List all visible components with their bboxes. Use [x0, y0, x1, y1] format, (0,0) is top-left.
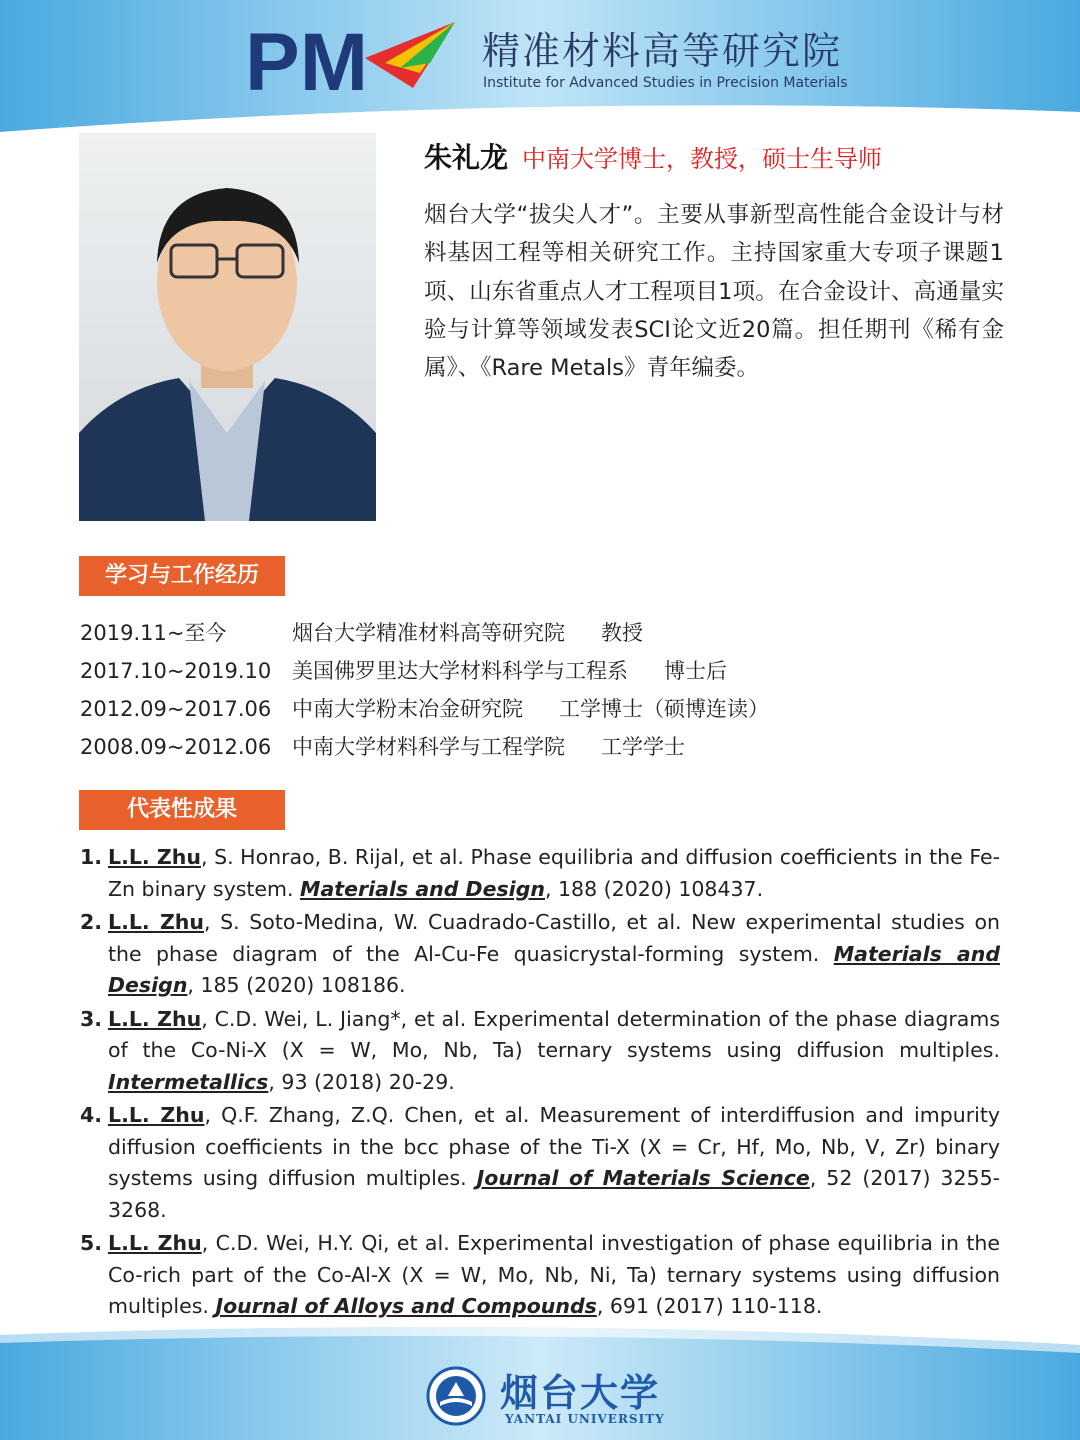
- publication-citation: , 691 (2017) 110-118.: [596, 1294, 823, 1318]
- publication-journal: Materials and Design: [108, 941, 1000, 997]
- university-emblem-icon: [426, 1366, 486, 1426]
- publication-text: , C.D. Wei, L. Jiang*, et al. Experimental determination of the phase diagrams of the Co-Ni-X (X = W, Mo, Nb, Ta) ternary systems using diffusion multiples.: [108, 1006, 1000, 1062]
- publication-author: L.L. Zhu: [108, 910, 204, 934]
- publication-number: 4.: [80, 1103, 103, 1127]
- education-org: 烟台大学精准材料高等研究院: [292, 621, 565, 645]
- publication-journal: Journal of Alloys and Compounds: [215, 1294, 597, 1318]
- publication-citation: , 93 (2018) 20-29.: [268, 1069, 455, 1094]
- institute-name-cn: 精准材料高等研究院: [482, 29, 843, 73]
- publication-item: [80, 842, 1000, 905]
- pm-logo: [245, 18, 460, 98]
- name-line: [424, 136, 882, 176]
- institute-name-en: Institute for Advanced Studies in Precision Materials: [483, 75, 848, 91]
- education-row: [80, 728, 685, 766]
- publication-author: L.L. Zhu: [108, 1231, 202, 1255]
- publication-item: [80, 1228, 1000, 1323]
- publication-number: 2.: [80, 910, 103, 934]
- education-date: 2008.09~2012.06: [80, 735, 272, 759]
- publication-text: , Q.F. Zhang, Z.Q. Chen, et al. Measurement of interdiffusion and impurity diffusion coefficients in the bcc phase of the Ti-X (X = Cr, Hf, Mo, Nb, V, Zr) binary systems using diffusion multiples.: [108, 1103, 1001, 1190]
- bio-text: 烟台大学“拔尖人才”。主要从事新型高性能合金设计与材料基因工程等相关研究工作。主持国家重大专项子课题1项、山东省重点人才工程项目1项。在合金设计、高通量实验与计算等领域发表SCI论文近20篇。担任期刊《稀有金属》、《Rare Metals》青年编委。: [424, 202, 1004, 382]
- education-row: [80, 652, 727, 690]
- publication-text: , S. Honrao, B. Rijal, et al. Phase equilibria and diffusion coefficients in the Fe-Zn binary system.: [108, 845, 1001, 901]
- education-row: [80, 690, 769, 728]
- portrait-photo: [79, 133, 376, 521]
- education-date: 2019.11~至今: [80, 621, 227, 645]
- publication-journal: Journal of Materials Science: [476, 1166, 810, 1190]
- education-org: 美国佛罗里达大学材料科学与工程系: [292, 659, 628, 683]
- education-role: 工学学士: [601, 735, 685, 759]
- publication-text: , C.D. Wei, H.Y. Qi, et al. Experimental investigation of phase equilibria in the Co-rich part of the Co-Al-X (X = W, Mo, Nb, Ni, Ta) ternary systems using diffusion multiples.: [108, 1231, 1001, 1318]
- publication-journal: Intermetallics: [108, 1069, 269, 1094]
- publication-citation: , 185 (2020) 108186.: [187, 973, 406, 997]
- education-role: 博士后: [664, 659, 727, 683]
- person-title: 中南大学博士，教授，硕士生导师: [522, 145, 883, 173]
- publication-item: [80, 907, 1000, 1002]
- publication-citation: , 52 (2017) 3255-3268.: [108, 1166, 1001, 1222]
- education-section-header: 学习与工作经历: [79, 556, 285, 596]
- publication-number: 5.: [80, 1231, 103, 1255]
- publication-text: , S. Soto-Medina, W. Cuadrado-Castillo, et al. New experimental studies on the phase diagram of the Al-Cu-Fe quasicrystal-forming system.: [108, 910, 1001, 966]
- publication-item: [80, 1100, 1000, 1226]
- publication-list: [80, 842, 1000, 1325]
- education-role: 工学博士（硕博连读）: [559, 697, 769, 721]
- publication-author: L.L. Zhu: [108, 1006, 202, 1031]
- education-org: 中南大学材料科学与工程学院: [292, 735, 565, 759]
- education-date: 2012.09~2017.06: [80, 697, 272, 721]
- logo-text: PM: [245, 18, 368, 98]
- publication-author: L.L. Zhu: [108, 845, 201, 869]
- publication-citation: , 188 (2020) 108437.: [544, 876, 764, 901]
- publication-number: 3.: [80, 1006, 103, 1031]
- publication-item: [80, 1004, 1000, 1099]
- education-date: 2017.10~2019.10: [80, 659, 272, 683]
- publication-author: L.L. Zhu: [108, 1103, 205, 1127]
- person-name: 朱礼龙: [424, 141, 509, 174]
- education-org: 中南大学粉末冶金研究院: [292, 697, 523, 721]
- university-name-en: YANTAI UNIVERSITY: [505, 1412, 665, 1426]
- education-role: 教授: [601, 621, 643, 645]
- publications-section-header: 代表性成果: [79, 790, 285, 830]
- publication-journal: Materials and Design: [300, 876, 545, 901]
- education-row: [80, 614, 643, 652]
- publication-number: 1.: [80, 845, 103, 869]
- university-name-cn: 烟台大学: [500, 1370, 661, 1415]
